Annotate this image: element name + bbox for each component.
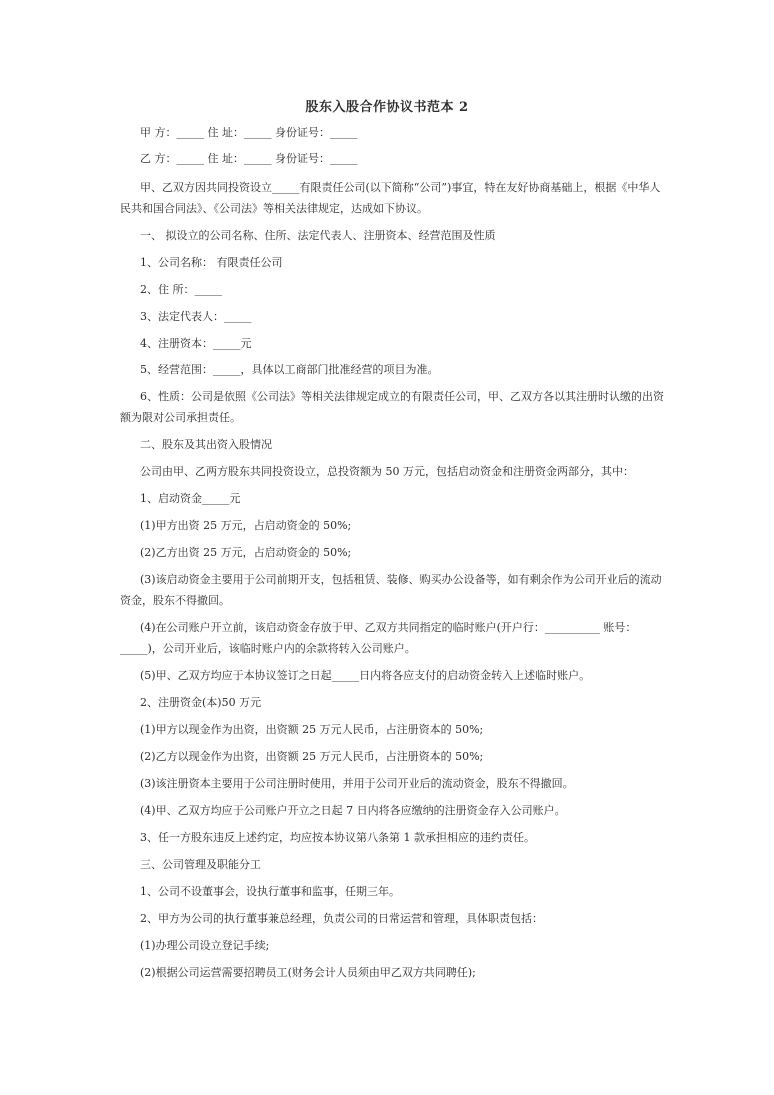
duty-item-2: (2)根据公司运营需要招聘员工(财务会计人员须由甲乙双方共同聘任); <box>140 966 476 979</box>
legal-rep-line: 3、法定代表人：_____ <box>140 310 252 323</box>
duty-item-1: (1)办理公司设立登记手续; <box>140 939 270 952</box>
section-3-heading: 三、公司管理及职能分工 <box>140 858 261 871</box>
business-scope-line: 5、经营范围：_____，具体以工商部门批准经营的项目为准。 <box>140 363 439 376</box>
startup-item-2: (2)乙方出资 25 万元，占启动资金的 50%; <box>140 546 352 559</box>
management-item-2: 2、甲方为公司的执行董事兼总经理，负责公司的日常运营和管理，具体职责包括： <box>140 912 543 925</box>
party-a-line: 甲 方：_____ 住 址：_____ 身份证号：_____ <box>140 126 358 139</box>
section-2-heading: 二、股东及其出资入股情况 <box>140 438 272 451</box>
registered-item-4: (4)甲、乙双方均应于公司账户开立之日起 7 日内将各应缴纳的注册资金存入公司账户。 <box>140 804 566 817</box>
registered-capital-heading: 2、注册资金(本)50 万元 <box>140 696 262 709</box>
registered-item-3: (3)该注册资本主要用于公司注册时使用，并用于公司开业后的流动资金，股东不得撤回。 <box>140 777 574 790</box>
startup-item-5: (5)甲、乙双方均应于本协议签订之日起_____日内将各应支付的启动资金转入上述临时账户。 <box>140 669 591 682</box>
document-title: 股东入股合作协议书范本 2 <box>305 100 469 115</box>
party-b-line: 乙 方：_____ 住 址：_____ 身份证号：_____ <box>140 152 358 165</box>
startup-item-1: (1)甲方出资 25 万元，占启动资金的 50%; <box>140 519 352 532</box>
startup-capital-heading: 1、启动资金_____元 <box>140 492 241 505</box>
company-name-line: 1、公司名称： 有限责任公司 <box>140 256 283 269</box>
section-1-heading: 一、 拟设立的公司名称、住所、法定代表人、注册资本、经营范围及性质 <box>140 229 496 242</box>
nature-paragraph: 6、性质：公司是依照《公司法》等相关法律规定成立的有限责任公司，甲、乙双方各以其注册时认缴的出资额为限对公司承担责任。 <box>120 390 664 424</box>
registered-item-1: (1)甲方以现金作为出资，出资额 25 万元人民币，占注册资本的 50%; <box>140 723 484 736</box>
breach-clause: 3、任一方股东违反上述约定，均应按本协议第八条第 1 款承担相应的违约责任。 <box>140 831 535 844</box>
preamble-paragraph: 甲、乙双方因共同投资设立_____有限责任公司(以下简称“公司”)事宜，特在友好协商基础上，根据《中华人民共和国合同法》、《公司法》等相关法律规定，达成如下协议。 <box>120 181 661 215</box>
address-line: 2、住 所：_____ <box>140 283 222 296</box>
startup-item-3: (3)该启动资金主要用于公司前期开支，包括租赁、装修、购买办公设备等，如有剩余作为公司开业后的流动资金，股东不得撤回。 <box>120 573 662 607</box>
management-item-1: 1、公司不设董事会，设执行董事和监事，任期三年。 <box>140 885 400 898</box>
registered-capital-line: 4、注册资本：_____元 <box>140 337 252 350</box>
registered-item-2: (2)乙方以现金作为出资，出资额 25 万元人民币，占注册资本的 50%; <box>140 750 484 763</box>
startup-item-4: (4)在公司账户开立前，该启动资金存放于甲、乙双方共同指定的临时账户(开户行：__________ 账号：_____)，公司开业后，该临时账户内的余款将转入公司账户。 <box>120 621 637 655</box>
investment-intro: 公司由甲、乙两方股东共同投资设立，总投资额为 50 万元，包括启动资金和注册资金两部分，其中： <box>140 465 634 478</box>
